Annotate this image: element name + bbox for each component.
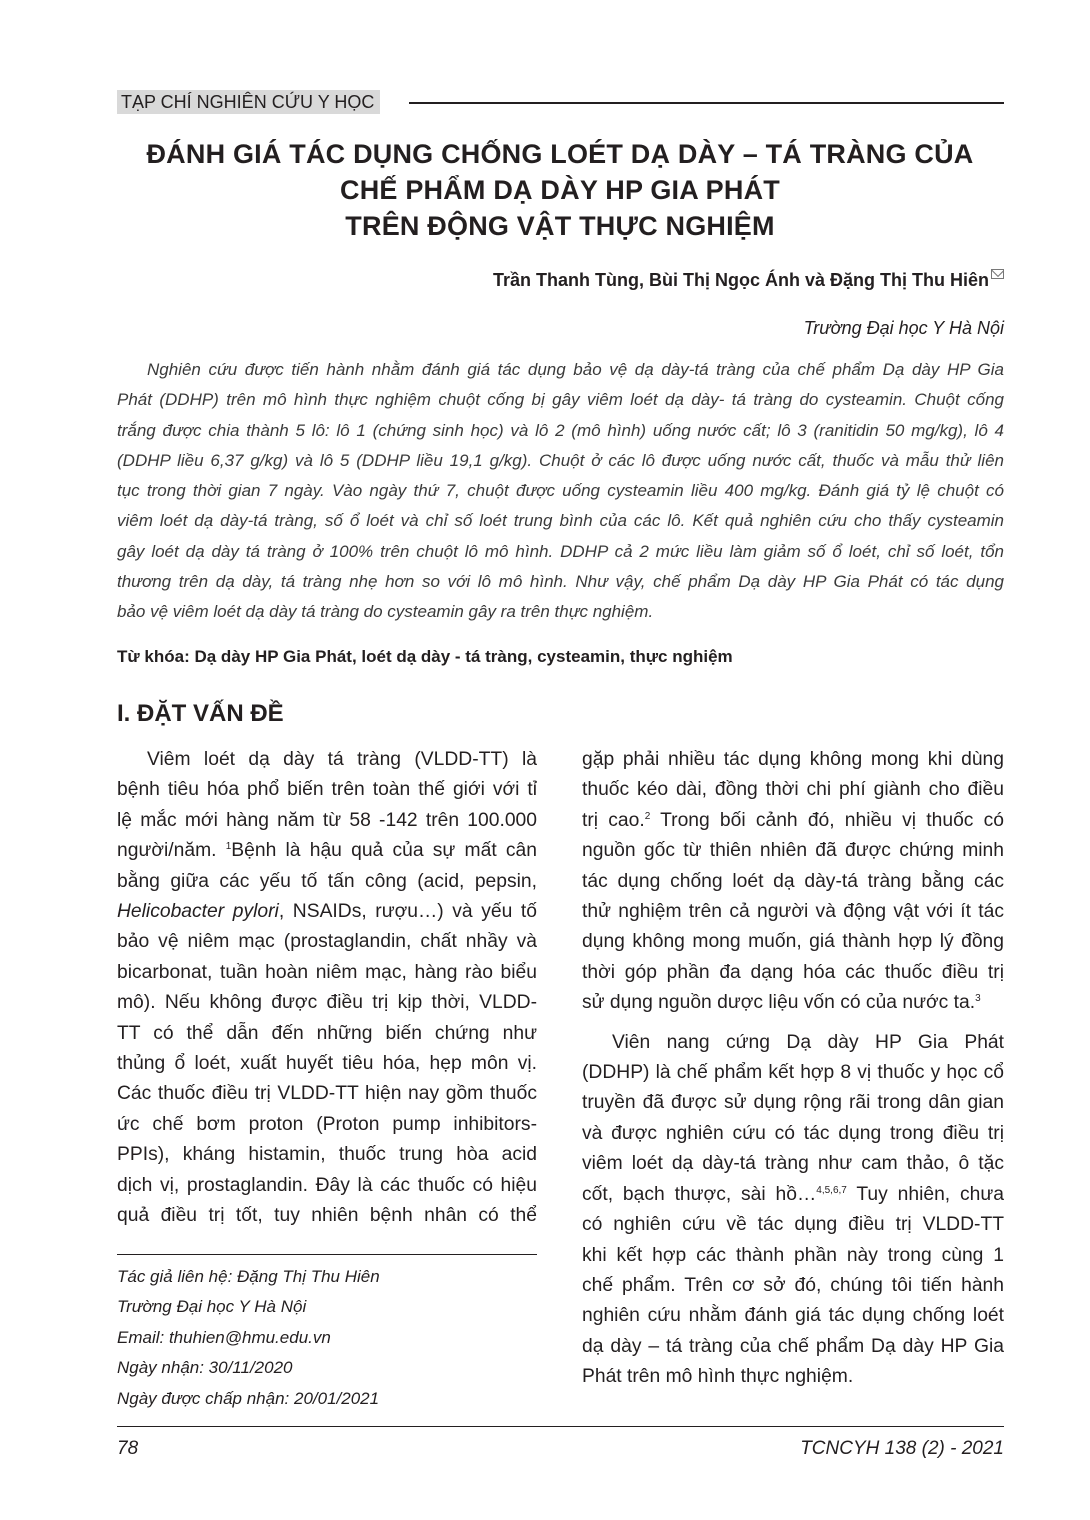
body-line: bicarbonat, tuần hoàn niêm mạc, hàng rào biểu	[117, 961, 537, 983]
text-span: sử dụng nguồn dược liệu vốn có của nước ta.	[582, 992, 976, 1014]
body-line: gặp phải nhiều tác dụng không mong khi dùng	[582, 749, 1004, 770]
footnote-line: Trường Đại học Y Hà Nội	[117, 1297, 307, 1317]
abstract-line: Nghiên cứu được tiến hành nhằm đánh giá tác dụng bảo vệ dạ dày-tá tràng của chế phẩm Dạ dày HP Gia	[147, 360, 1004, 379]
footnote-line: Ngày nhận: 30/11/2020	[117, 1358, 293, 1378]
body-line: dạ dày – tá tràng của chế phẩm Dạ dày HP Gia	[582, 1335, 1004, 1357]
body-line	[582, 1180, 1004, 1210]
body-line: nguồn gốc từ thiên nhiên đã được chứng minh	[582, 840, 1004, 862]
author-names: Trần Thanh Tùng, Bùi Thị Ngọc Ánh và Đặng Thị Thu Hiên	[493, 270, 989, 290]
body-line: và được nghiên cứu có tác dụng trong điều trị	[582, 1122, 1004, 1144]
body-line: PPIs), kháng histamin, thuốc trung hòa acid	[117, 1144, 537, 1166]
body-line: thủng ổ loét, xuất huyết tiêu hóa, hẹp môn vị.	[117, 1053, 537, 1075]
title-line: CHẾ PHẨM DẠ DÀY HP GIA PHÁT	[340, 175, 780, 205]
footnote-line: Tác giả liên hệ: Đặng Thị Thu Hiên	[117, 1267, 380, 1286]
body-line: mô). Nếu không được điều trị kịp thời, VLDD-	[117, 992, 537, 1014]
body-line	[117, 897, 537, 927]
abstract-line: thương trên dạ dày, tá tràng nhẹ hơn so với lô mô hình. Như vậy, chế phẩm Dạ dày HP Gia Phát có tác dụng	[117, 572, 1004, 592]
body-line: lệ mắc mới hàng năm từ 58 -142 trên 100.000	[117, 809, 537, 831]
body-line: nghiên cứu nhằm đánh giá tác dụng chống loét	[582, 1305, 1004, 1327]
journal-name: TẠP CHÍ NGHIÊN CỨU Y HỌC	[117, 90, 380, 114]
citation-ref: 3	[975, 993, 981, 1005]
abstract-line: gây loét dạ dày tá tràng ở 100% trên chuột lô mô hình. DDHP cả 2 mức liều làm giảm số ổ loét, chỉ số loét, tổn	[117, 541, 1004, 561]
abstract-line: (DDHP liều 6,37 g/kg) và lô 5 (DDHP liều 19,1 g/kg). Chuột ở các lô được uống nước cất, thuốc và mẫu thử liên	[117, 450, 1004, 470]
body-line: quả điều trị tốt, tuy nhiên bệnh nhân có thể	[117, 1205, 537, 1227]
journal-header	[117, 88, 1004, 116]
text-span: Trong bối cảnh đó, nhiều vị thuốc có	[650, 809, 1004, 831]
affiliation: Trường Đại học Y Hà Nội	[803, 318, 1004, 338]
body-line: (DDHP) là chế phẩm kết hợp 8 vị thuốc y học cổ	[582, 1062, 1004, 1084]
text-span: cốt, bạch thược, sài hồ…	[582, 1183, 817, 1205]
title-line: TRÊN ĐỘNG VẬT THỰC NGHIỆM	[345, 211, 775, 241]
author-list	[493, 270, 1004, 291]
body-line: truyền đã được sử dụng rộng rãi trong dân gian	[582, 1092, 1004, 1114]
header-rule	[409, 102, 1004, 104]
body-line: Viêm loét dạ dày tá tràng (VLDD-TT) là	[147, 749, 537, 770]
citation-ref: 1	[225, 841, 232, 853]
footer-rule	[117, 1426, 1004, 1427]
body-line: thử nghiệm trên cả người và động vật với ít tác	[582, 901, 1004, 923]
body-line: khi kết hợp các thành phần này trong cùng 1	[582, 1244, 1004, 1266]
body-line: TT có thể dẫn đến những biến chứng như	[117, 1022, 537, 1044]
section-heading: I. ĐẶT VẤN ĐỀ	[117, 700, 284, 727]
text-span: Bệnh là hậu quả của sự mất cân	[231, 840, 537, 862]
body-line: chế phẩm. Trên cơ sở đó, chúng tôi tiến hành	[582, 1274, 1004, 1296]
body-line: Viên nang cứng Dạ dày HP Gia Phát	[612, 1031, 1004, 1053]
page-number: 78	[117, 1438, 139, 1459]
abstract	[117, 355, 1004, 628]
envelope-icon	[991, 269, 1004, 279]
species-name: Helicobacter pylori	[117, 901, 279, 923]
body-line: dụng không mong muốn, giá thành hợp lý đồng	[582, 931, 1004, 953]
body-line	[582, 806, 1004, 836]
footnote-line: Ngày được chấp nhận: 20/01/2021	[117, 1388, 380, 1408]
body-line: thuốc kéo dài, đồng thời chi phí giành cho điều	[582, 779, 1004, 801]
left-column	[117, 745, 537, 1232]
body-line: dịch vị, prostaglandin. Đây là các thuốc có hiệu	[117, 1174, 537, 1196]
body-line	[117, 836, 537, 866]
abstract-line: Phát (DDHP) trên mô hình thực nghiệm chuột cống bị gây viêm loét dạ dày- tá tràng do cysteamin. Chuột cống	[117, 390, 1004, 410]
body-line: ức chế bơm proton (Proton pump inhibitors-	[117, 1113, 537, 1135]
abstract-line: bảo vệ viêm loét dạ dày tá tràng do cysteamin gây ra trên thực nghiệm.	[117, 602, 654, 622]
text-span: , NSAIDs, rượu…) và yếu tố	[278, 901, 537, 923]
title-line: ĐÁNH GIÁ TÁC DỤNG CHỐNG LOÉT DẠ DÀY – TÁ TRÀNG CỦA	[146, 139, 974, 169]
body-line: bằng giữa các yếu tố tấn công (acid, pepsin,	[117, 870, 537, 892]
abstract-line: viêm loét dạ dày-tá tràng, số ổ loét và chỉ số loét trung bình của các lô. Kết quả nghiên cứu cho thấy cysteamin	[117, 511, 1004, 531]
right-column	[582, 745, 1004, 1393]
body-line: bảo vệ niêm mạc (prostaglandin, chất nhầy và	[117, 931, 537, 953]
correspondence-footnote	[117, 1262, 380, 1414]
footnote-rule	[117, 1254, 537, 1255]
text-span: trị cao.	[582, 809, 645, 831]
journal-reference: TCNCYH 138 (2) - 2021	[800, 1438, 1004, 1459]
body-line: bệnh tiêu hóa phổ biến trên toàn thế giới với tỉ	[117, 779, 537, 801]
abstract-line: trắng được chia thành 5 lô: lô 1 (chứng sinh học) và lô 2 (mô hình) uống nước cất; lô 3 (ranitidin 50 mg/kg), lô 4	[117, 420, 1004, 440]
body-line: có nghiên cứu về tác dụng điều trị VLDD-TT	[582, 1214, 1004, 1236]
abstract-line: tục trong thời gian 7 ngày. Vào ngày thứ 7, chuột được uống cysteamin liều 400 mg/kg. Đánh giá tỷ lệ chuột có	[117, 481, 1004, 501]
text-span: người/năm.	[117, 840, 226, 862]
body-line: Phát trên mô hình thực nghiệm.	[582, 1366, 854, 1388]
body-line: Các thuốc điều trị VLDD-TT hiện nay gồm thuốc	[117, 1083, 537, 1105]
body-line: thời góp phần đa dạng hóa các thuốc điều trị	[582, 961, 1004, 983]
text-span: Tuy nhiên, chưa	[846, 1183, 1004, 1205]
keywords: Từ khóa: Dạ dày HP Gia Phát, loét dạ dày - tá tràng, cysteamin, thực nghiệm	[117, 647, 733, 666]
body-line: tác dụng chống loét dạ dày-tá tràng bằng các	[582, 870, 1004, 892]
citation-ref: 2	[644, 810, 651, 822]
body-line: viêm loét dạ dày-tá tràng như cam thảo, ô tặc	[582, 1153, 1004, 1175]
article-title	[100, 136, 1020, 244]
body-line	[582, 988, 1004, 1018]
citation-ref: 4,5,6,7	[816, 1184, 847, 1196]
footnote-line: Email: thuhien@hmu.edu.vn	[117, 1327, 331, 1347]
paragraph	[582, 1028, 1004, 1393]
